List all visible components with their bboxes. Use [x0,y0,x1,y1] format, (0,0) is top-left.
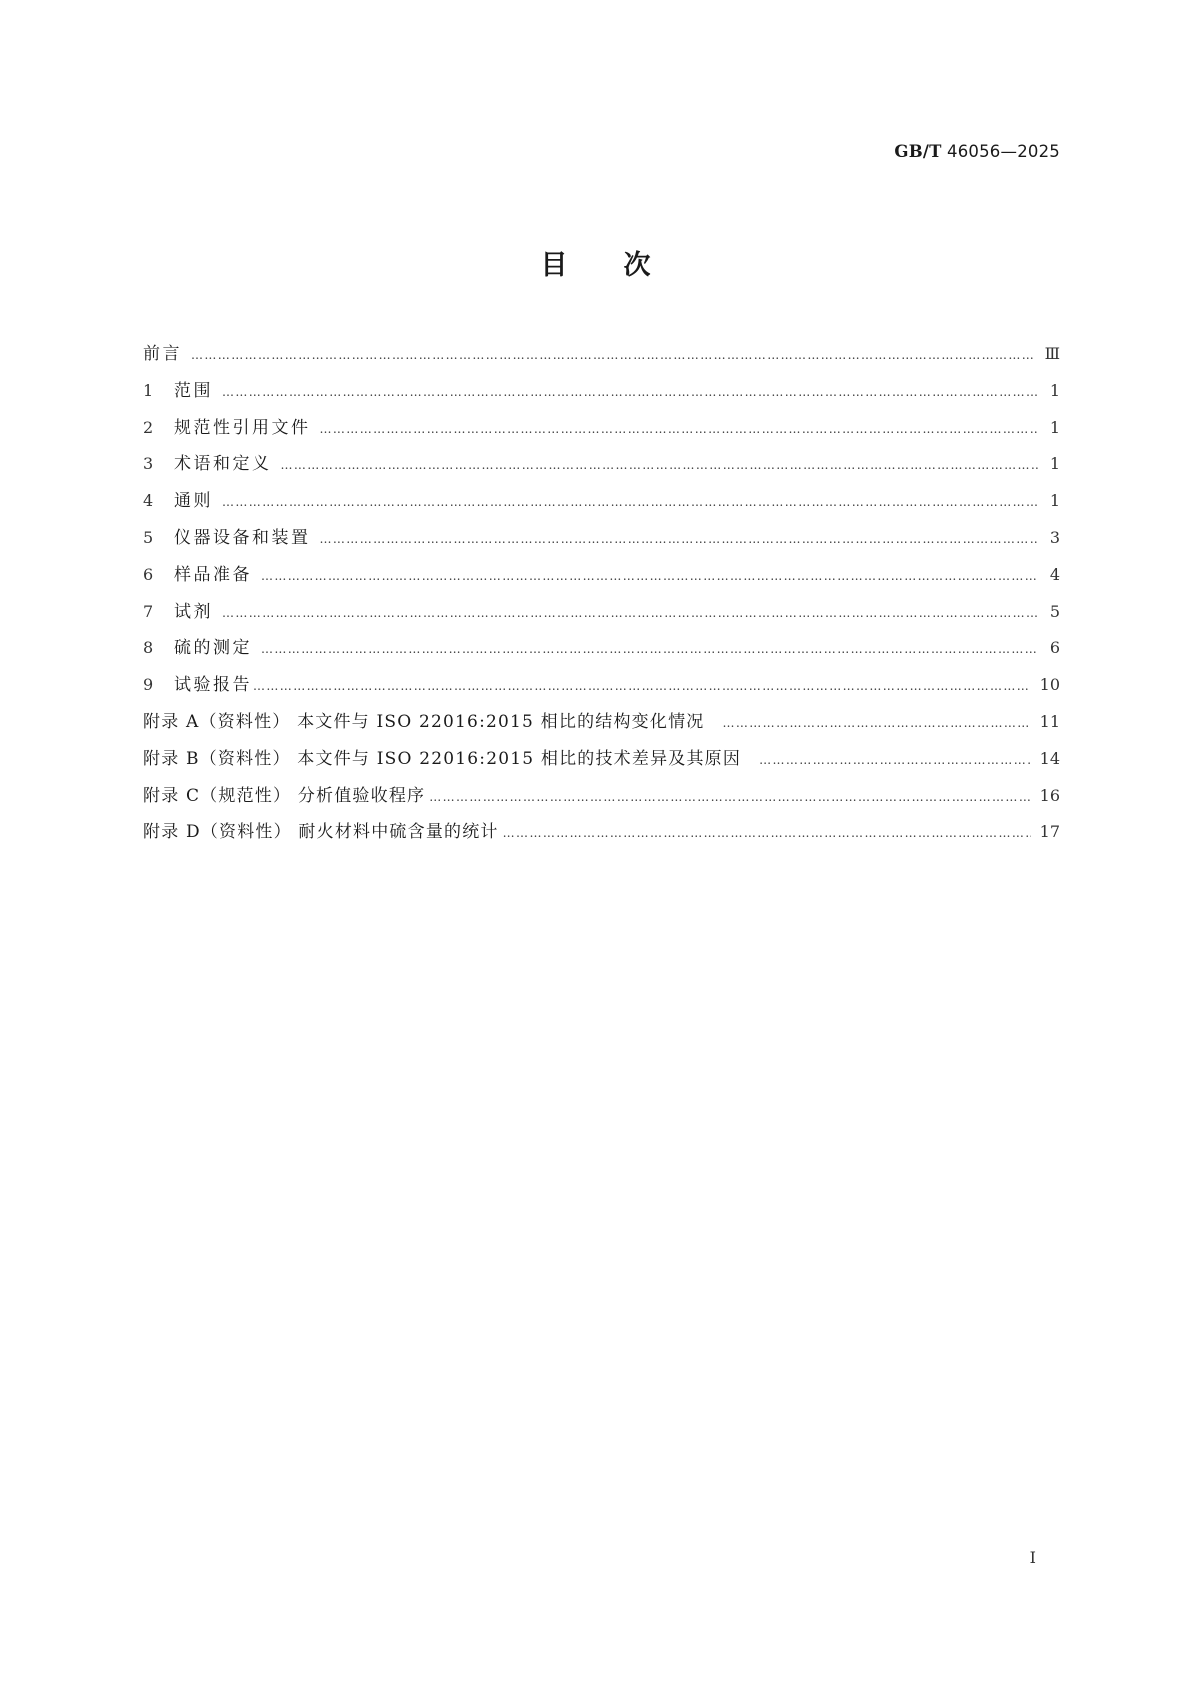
toc-entry-number: 5 [143,527,154,547]
toc-entry-number: 3 [143,454,154,474]
toc-entry-sample-preparation[interactable] [143,563,1060,600]
toc-dot-leader [429,785,1030,809]
toc-entry-label: 试验报告 [174,675,252,696]
page-number: Ⅰ [1029,1548,1036,1567]
standard-prefix: GB/T [894,142,942,161]
toc-dot-leader [222,380,1039,404]
toc-entry-general[interactable] [143,489,1060,526]
toc-dot-leader [261,637,1039,661]
toc-entry-label: 样品准备 [174,564,252,585]
toc-dot-leader [759,748,1031,772]
toc-entry-scope[interactable] [143,379,1060,416]
toc-entry-page: 16 [1039,785,1060,805]
toc-dot-leader [253,674,1031,698]
toc-entry-page: 6 [1049,638,1060,658]
toc-entry-terms-definitions[interactable] [143,452,1060,489]
toc-entry-page: 5 [1049,601,1060,621]
toc-dot-leader [281,453,1040,477]
toc-entry-sulfur-determination[interactable] [143,636,1060,673]
toc-entry-page: 10 [1039,675,1060,695]
toc-entry-test-report[interactable] [143,673,1060,710]
toc-entry-number: 9 [143,675,154,695]
toc-dot-leader [722,711,1030,735]
toc-entry-label: 试剂 [174,601,213,622]
toc-entry-label: 附录 A（资料性） 本文件与 ISO 22016:2015 相比的结构变化情况 [143,711,705,732]
toc-entry-label: 附录 B（资料性） 本文件与 ISO 22016:2015 相比的技术差异及其原因 [143,748,742,769]
toc-entry-number: 6 [143,564,154,584]
toc-entry-number: 8 [143,638,154,658]
toc-entry-annex-c[interactable] [143,784,1060,821]
toc-entry-page: 17 [1039,822,1060,842]
toc-entry-label: 规范性引用文件 [174,417,311,438]
toc-entry-label: 范围 [174,380,213,401]
toc-entry-label: 附录 D（资料性） 耐火材料中硫含量的统计 [143,822,499,843]
toc-entry-annex-a[interactable] [143,710,1060,747]
toc-entry-label: 仪器设备和装置 [174,527,311,548]
toc-entry-apparatus[interactable] [143,526,1060,563]
standard-code: 46056—2025 [947,142,1060,161]
toc-entry-label: 附录 C（规范性） 分析值验收程序 [143,785,426,806]
toc-entry-page: 1 [1049,380,1060,400]
toc-entry-page: 14 [1039,748,1060,768]
toc-entry-foreword[interactable] [143,342,1060,379]
toc-entry-number: 4 [143,491,154,511]
toc-entry-label: 前言 [143,344,182,364]
standard-number [894,142,1060,161]
toc-entry-label: 术语和定义 [174,454,272,475]
toc-entry-page: Ⅲ [1044,344,1060,363]
toc-entry-page: 11 [1039,711,1060,731]
toc-dot-leader [503,821,1031,845]
toc-entry-page: 1 [1049,491,1060,511]
table-of-contents [143,342,1060,857]
toc-dot-leader [320,527,1040,551]
toc-dot-leader [222,601,1039,625]
toc-dot-leader [261,564,1039,588]
toc-entry-number: 7 [143,601,154,621]
toc-entry-page: 4 [1049,564,1060,584]
toc-dot-leader [191,343,1036,367]
toc-dot-leader [320,417,1040,441]
toc-entry-annex-d[interactable] [143,820,1060,857]
toc-entry-annex-b[interactable] [143,747,1060,784]
toc-dot-leader [222,490,1039,514]
toc-entry-label: 通则 [174,491,213,512]
page-title: 目次 [540,250,707,281]
toc-entry-page: 3 [1049,527,1060,547]
toc-entry-page: 1 [1049,454,1060,474]
toc-entry-number: 2 [143,417,154,437]
toc-entry-reagents[interactable] [143,600,1060,637]
toc-entry-label: 硫的测定 [174,638,252,659]
toc-entry-normative-references[interactable] [143,416,1060,453]
toc-entry-page: 1 [1049,417,1060,437]
toc-entry-number: 1 [143,380,154,400]
